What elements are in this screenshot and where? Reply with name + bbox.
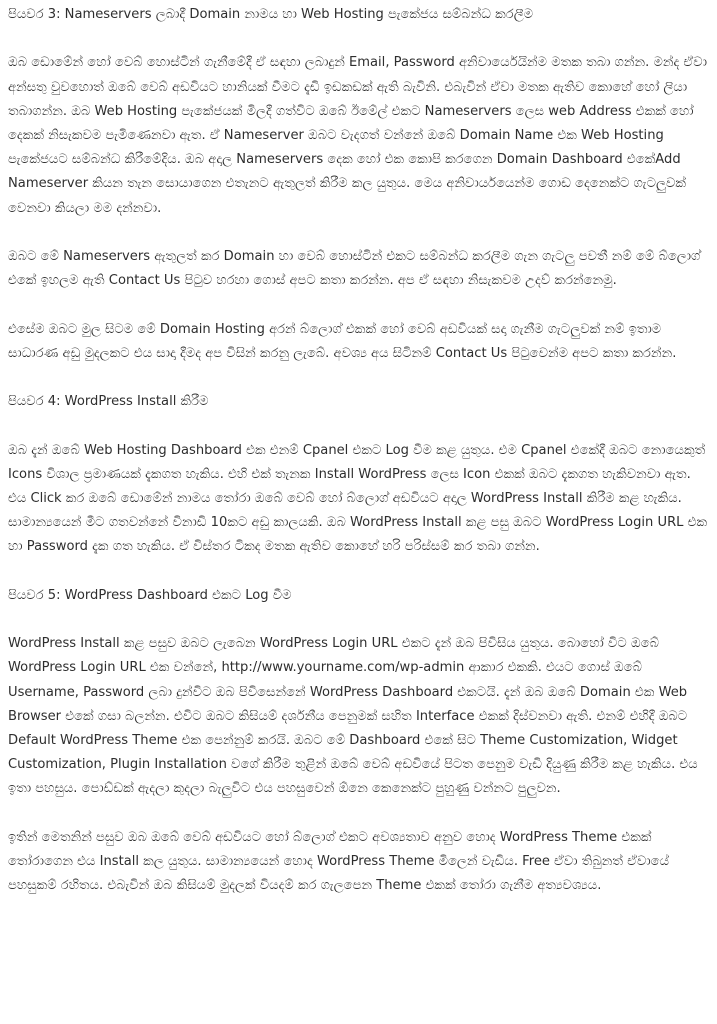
step4-paragraph-install-wordpress: ඔබ දැන් ඔබේ Web Hosting Dashboard එක එනම් Cpanel එකට Log වීම කළ යුතුය. එම Cpanel එකේදී ඔබට නොයෙකුත් Icons විශාල ප්‍රමාණයක් දැකගත හැකිය. එහි එක් තැනක Install WordPress ලෙස Icon එකක් ඔබට දැකගත හැකිවනවා ඇත. එය Click කර ඔබේ ඩොමේන් නාමය තෝරා ඔබේ වෙබ් හෝ බ්ලොග් අඩවියට අදාල WordPress Install කිරීම කළ හැකිය. සාමාන්‍යයෙන් මීට ගතවන්නේ විනාඩි 10කට අඩු කාලයකි. ඔබ WordPress Install කළ පසු ඔබට WordPress Login URL එක හා Password දැක ගත හැකිය. ඒ විස්තර ටිකද මතක ඇතිව කොහේ හරි පරිස්සම් කර තබා ගන්න. [8, 442, 708, 555]
step5-heading: පියවර 5: WordPress Dashboard එකට Log වීම [8, 587, 292, 603]
step3-paragraph-nameserver-setup: ඔබ ඩොමේන් හෝ වෙබ් හොස්ටින් ගැනීමේදී ඒ සඳහා ලබාදුන් Email, Password අනිවාර්යෙයින්ම මතක තබා ගන්න. මන්ද ඒවා අන්සතු වුවහොත් ඔබේ වෙබ් අඩවියට හානියක් වීමට දැඩි ඉඩකඩක් ඇති බැවිනි. එබැවින් ඒවා මතක ඇතිව කොහේ හෝ ලියා තබාගන්න. ඔබ Web Hosting පැකේජයක් මිලදී ගත්විට ඔබේ ඊමේල් එකට Nameservers ලෙස web Address එකක් හෝ දෙකක් නිසැකවම පැමිණෙනවා ඇත. ඒ Nameserver ඔබට වැදගත් වන්නේ ඔබේ Domain Name එක Web Hosting පැකේජයට සම්බන්ධ කිරීමේදිය. ඔබ අදාල Nameservers දෙක හෝ එක කොපි කරගෙන Domain Dashboard එකේAdd Nameserver කියන තැන සොයාගෙන එතැනට ඇතුලත් කිරීම කල යුතුය. මෙය අනිවාර්යයෙන්ම ගොඩ දෙනෙක්ට ගැටලුවක් වෙනවා කියලා මම දන්නවා. [8, 55, 708, 216]
step4-heading: පියවර 4: WordPress Install කිරීම [8, 394, 209, 410]
step3-heading: පියවර 3: Nameservers ලබාදී Domain නාමය හා Web Hosting පැකේජය සම්බන්ධ කරලීම [8, 7, 534, 22]
step3-paragraph-build-service: එසේම ඔබට මුල සිටම මේ Domain Hosting අරන් බ්ලොග් එකක් හෝ වෙබ් අඩවියක් සදා ගැනීම ගැටලුවක් නම් ඉතාම සාධාරණ අඩු මුදලකට එය සාදා දීමද අප විසින් කරනු ලැබේ. අවශ්‍ය අය සිටිනම් Contact Us පිටුවෙන්ම අපට කතා කරන්න. [8, 321, 677, 361]
step3-paragraph-contact-help: ඔබට මේ Nameservers ඇතුලත් කර Domain හා වෙබ් හොස්ටින් එකට සම්බන්ධ කරලීම ගැන ගැටලු පවතී නම් මේ බ්ලොග් එකේ ඉහලම ඇති Contact Us පිටුව හරහා ගොස් අපට කතා කරන්න. අප ඒ සඳහා නිසැකවම උදව් කරන්නෙමු. [8, 249, 701, 289]
step5-paragraph-dashboard-login: WordPress Install කළ පසුව ඔබට ලැබෙන WordPress Login URL එකට දැන් ඔබ පිවිසිය යුතුය. බොහෝ විට ඔබේ WordPress Login URL එක වන්නේ, http://www.yourname.com/wp-admin ආකාර එකකි. එයට ගොස් ඔබේ Username, Password ලබා දුන්විට ඔබ පිවිසෙන්නේ WordPress Dashboard එකටයි. දැන් ඔබ ඔබේ Domain එක Web Browser එකේ ගසා බලන්න. එවිට ඔබට කිසියම් දර්ශනීය පෙනුමක් සහිත Interface එකක් දිස්වනවා ඇති. එනම් එහිදී ඔබට Default WordPress Theme එක පෙන්නුම් කරයි. ඔබට මේ Dashboard එකේ සිට Theme Customization, Widget Customization, Plugin Installation වගේ කිරීම තුළින් ඔබේ වෙබ් අඩවියේ පිටත පෙනුම වැඩි දියුණු කිරීම කළ හැකිය. එය ඉතා පහසුය. පොඩ්ඩක් ඇදලා කුදලා බැලුවිට එය පහසුවෙන් ඕනෙ කෙනෙක්ට පුහුණු වන්නට පුලුවන. [8, 636, 698, 797]
step5-paragraph-theme-selection: ඉතින් මෙතනින් පසුව ඔබ ඔබේ වෙබ් අඩවියට හෝ බ්ලොග් එකට අවශ්‍යතාව අනුව හොද WordPress Theme එකක් තෝරාගෙන එය Install කල යුතුය. සාමාන්‍යයෙන් හොද WordPress Theme මිලෙන් වැඩිය. Free ඒවා තිබුනත් ඒවායේ පහසුකම් රහිතය. එබැවින් ඔබ කිසියම් මුදලක් වියදම් කර ගැලපෙන Theme එකක් තෝරා ගැනීම අත්‍යවශ්‍යය. [8, 829, 670, 894]
